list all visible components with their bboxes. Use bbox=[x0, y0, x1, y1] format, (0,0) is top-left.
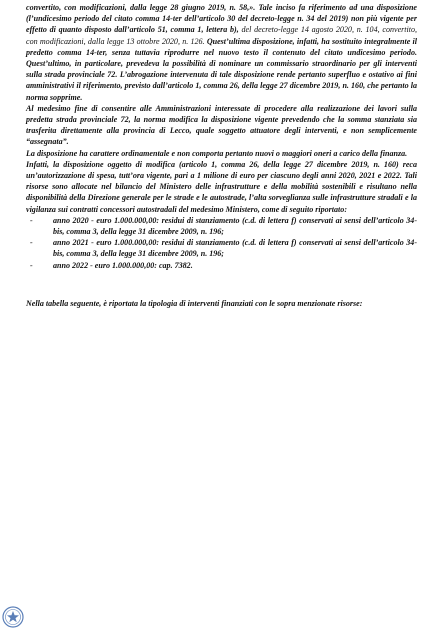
paragraph-4: Infatti, la disposizione oggetto di modifica (articolo 1, comma 26, della legge 27 dicembre 2019, n. 160) reca un’autorizzazione di spesa, tutt’ora vigente, pari a 1 milione di euro per ciascuno degli anni 2020, 2021 e 2022. Tali risorse sono allocate nel bilancio del Ministero delle infrastrutture e della mobilità sostenibili e risultano nella disponibilità della Direzione generale per le strade e le autostrade, l’alta sorveglianza sulle infrastrutture stradali e la vigilanza sui contratti concessori autostradali del medesimo Ministero, come di seguito riportato: bbox=[26, 159, 417, 214]
list-item: - anno 2020 - euro 1.000.000,00: residui di stanziamento (c.d. di lettera f) conservati ai sensi dell’articolo 34-bis, comma 3, della legge 31 dicembre 2009, n. 196; bbox=[26, 215, 417, 237]
paragraph-2: Al medesimo fine di consentire alle Amministrazioni interessate di procedere alla realizzazione dei lavori sulla predetta strada provinciale 72, la norma modifica la disposizione vigente prevedendo che la somma stanziata sia trasferita direttamente alla provincia di Lecco, quale soggetto attuatore degli interventi, e non semplicemente “assegnata”. bbox=[26, 103, 417, 147]
paragraph-1 bbox=[26, 2, 417, 103]
ministry-seal-icon bbox=[2, 606, 24, 628]
funding-list bbox=[26, 215, 417, 271]
paragraph-5: Nella tabella seguente, è riportata la tipologia di interventi finanziati con le sopra menzionate risorse: bbox=[26, 298, 363, 308]
paragraph-1-part-a: convertito, con modificazioni, dalla legge 28 giugno 2019, n. 58,». Tale inciso fa riferimento ad una disposizione (l’undicesimo periodo del citato comma 14-ter dell’articolo 30 del decreto-legge n. 34 del 2019) non più vigente per effetto di quanto disposto dall’articolo 51, comma 1, lettera b), bbox=[26, 3, 417, 35]
paragraph-1-part-b: del decreto-legge 14 agosto 2020, n. 104, convertito, con modificazioni, dalla legge 13 ottobre 2020, n. 126. bbox=[26, 25, 418, 46]
paragraph-1-part-c: Quest’ultima disposizione, infatti, ha sostituito integralmente il predetto comma 14-ter, senza tuttavia riprodurre nel nuovo testo il contenuto del citato undicesimo periodo. Quest’ultimo, in particolare, prevedeva la possibilità di nominare un commissario straordinario per gli interventi sulla strada provinciale 72. L’abrogazione intervenuta di tale disposizione rende pertanto superfluo e ostativo ai fini amministrativi il riferimento, previsto dall’articolo 1, comma 26, della legge 27 dicembre 2019, n. 160, che pertanto la norma sopprime. bbox=[26, 36, 418, 102]
list-item: - anno 2021 - euro 1.000.000,00: residui di stanziamento (c.d. di lettera f) conservati ai sensi dell’articolo 34-bis, comma 3, della legge 31 dicembre 2009, n. 196; bbox=[26, 237, 417, 259]
list-item: - anno 2022 - euro 1.000.000,00: cap. 7382. bbox=[26, 260, 417, 271]
paragraph-3: La disposizione ha carattere ordinamentale e non comporta pertanto nuovi o maggiori oneri a carico della finanza. bbox=[26, 148, 408, 158]
spacer bbox=[26, 271, 417, 298]
document-body bbox=[26, 2, 417, 309]
